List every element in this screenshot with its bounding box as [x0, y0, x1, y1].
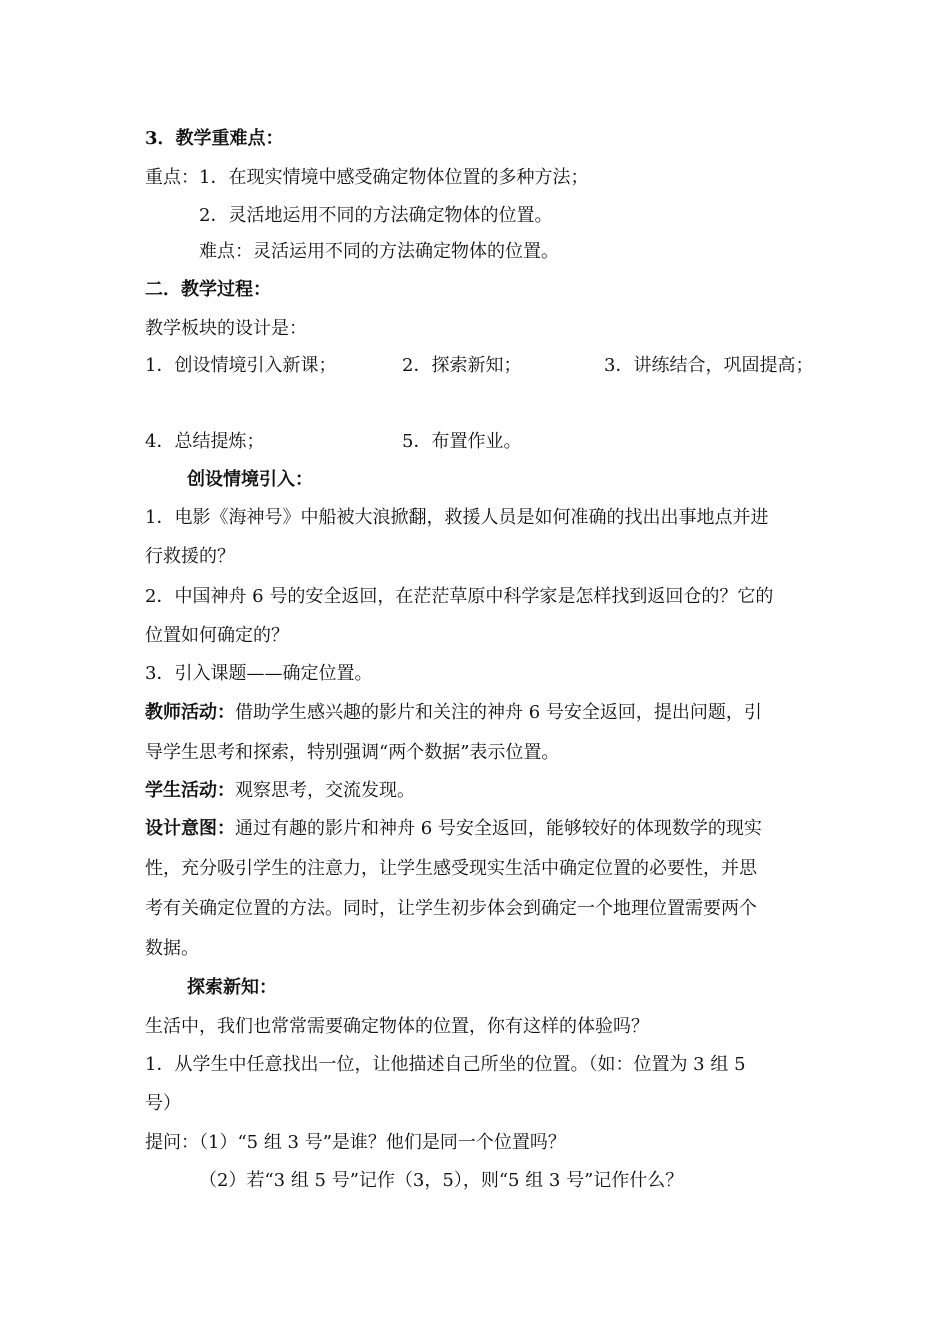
question-2: （2）若“3 组 5 号”记作（3，5），则“5 组 3 号”记作什么？: [199, 1170, 684, 1191]
teacher-activity-text1: 借助学生感兴趣的影片和关注的神舟 6 号安全返回，提出问题，引: [235, 702, 762, 723]
teaching-block-2: 2．探索新知；: [402, 355, 522, 376]
section-heading-process: 二．教学过程：: [145, 279, 271, 300]
intro-q2-line2: 位置如何确定的？: [145, 625, 289, 646]
explore-item1-line1: 1．从学生中任意找出一位，让他描述自己所坐的位置。（如：位置为 3 组 5: [145, 1054, 746, 1075]
key-point-2: 2．灵活地运用不同的方法确定物体的位置。: [199, 205, 553, 226]
teaching-block-3: 3．讲练结合，巩固提高；: [604, 355, 814, 376]
teaching-block-4: 4．总结提炼；: [145, 431, 265, 452]
explore-item1-line2: 号）: [145, 1093, 181, 1114]
teacher-activity-line1: [145, 701, 762, 725]
section-heading-difficulties: 3．教学重难点：: [145, 128, 284, 149]
design-intent-line1: [145, 817, 762, 841]
design-intent-line2: 性，充分吸引学生的注意力，让学生感受现实生活中确定位置的必要性，并思: [145, 858, 757, 879]
teaching-block-1: 1．创设情境引入新课；: [145, 355, 337, 376]
key-points-line: [145, 166, 588, 190]
key-points-label: 重点：: [145, 167, 199, 188]
design-intent-line4: 数据。: [145, 938, 199, 959]
subheading-explore: 探索新知：: [187, 977, 277, 998]
design-intent-line3: 考有关确定位置的方法。同时，让学生初步体会到确定一个地理位置需要两个: [145, 898, 757, 919]
teacher-activity-line2: 导学生思考和探索，特别强调“两个数据”表示位置。: [145, 742, 560, 763]
intro-q1-line1: 1．电影《海神号》中船被大浪掀翻，救援人员是如何准确的找出出事地点并进: [145, 507, 769, 528]
teaching-block-5: 5．布置作业。: [402, 431, 522, 452]
explore-line1: 生活中，我们也常常需要确定物体的位置，你有这样的体验吗？: [145, 1016, 649, 1037]
question-label: 提问：: [145, 1132, 199, 1153]
teacher-activity-label: 教师活动：: [145, 702, 235, 723]
student-activity-text: 观察思考，交流发现。: [235, 780, 415, 801]
design-intent-label: 设计意图：: [145, 818, 235, 839]
intro-q3: 3．引入课题——确定位置。: [145, 663, 373, 684]
student-activity-line: [145, 779, 415, 803]
key-point-1: 1．在现实情境中感受确定物体位置的多种方法；: [199, 167, 589, 188]
subheading-intro: 创设情境引入：: [187, 469, 313, 490]
question-1: （1）“5 组 3 号”是谁？他们是同一个位置吗？: [199, 1132, 566, 1153]
intro-q2-line1: 2．中国神舟 6 号的安全返回，在茫茫草原中科学家是怎样找到返回仓的？它的: [145, 586, 774, 607]
intro-q1-line2: 行救援的？: [145, 546, 235, 567]
difficult-point: 难点：灵活运用不同的方法确定物体的位置。: [199, 241, 559, 262]
question-line1: [145, 1131, 566, 1155]
student-activity-label: 学生活动：: [145, 780, 235, 801]
design-intro: 教学板块的设计是：: [145, 318, 307, 339]
design-intent-text1: 通过有趣的影片和神舟 6 号安全返回，能够较好的体现数学的现实: [235, 818, 762, 839]
